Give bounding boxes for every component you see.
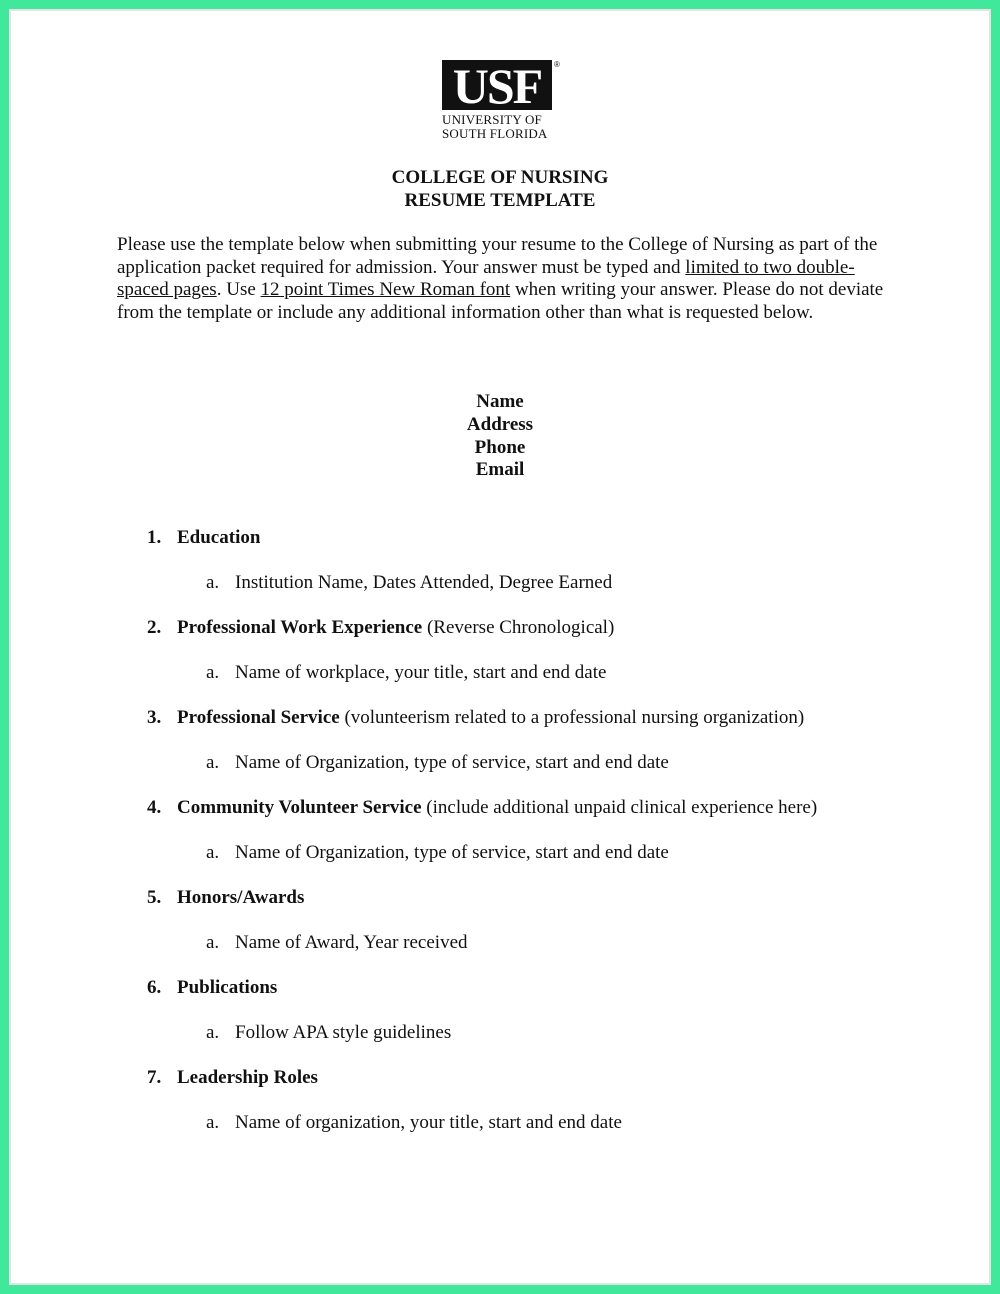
contact-phone: Phone bbox=[474, 436, 526, 458]
item-text: Name of Award, Year received bbox=[235, 932, 468, 953]
logo-subtitle bbox=[442, 113, 562, 141]
section-community-service bbox=[147, 797, 817, 819]
section-number: 6. bbox=[147, 977, 162, 998]
contact-email: Email bbox=[475, 459, 525, 481]
logo-trademark: ® bbox=[554, 60, 560, 69]
section-community-service-item bbox=[206, 842, 669, 864]
section-title: Publications bbox=[177, 977, 278, 998]
section-title: Professional Work Experience bbox=[177, 617, 423, 638]
section-number: 2. bbox=[147, 617, 162, 638]
item-letter: a. bbox=[206, 752, 220, 773]
logo-mark-text: USF bbox=[452, 60, 542, 110]
section-honors-awards bbox=[147, 887, 304, 909]
usf-logo bbox=[442, 60, 562, 141]
logo-mark bbox=[442, 60, 552, 110]
item-letter: a. bbox=[206, 1022, 220, 1043]
section-leadership-roles-item bbox=[206, 1112, 622, 1134]
section-note: (Reverse Chronological) bbox=[422, 617, 615, 638]
section-leadership-roles bbox=[147, 1067, 318, 1089]
section-number: 3. bbox=[147, 707, 162, 728]
item-text: Institution Name, Dates Attended, Degree Earned bbox=[235, 572, 613, 593]
item-text: Name of Organization, type of service, start and end date bbox=[235, 842, 669, 863]
contact-address: Address bbox=[466, 413, 534, 435]
item-letter: a. bbox=[206, 932, 220, 953]
section-title: Education bbox=[177, 527, 261, 548]
logo-line-1: UNIVERSITY OF bbox=[442, 112, 542, 127]
section-title: Honors/Awards bbox=[177, 887, 305, 908]
contact-name: Name bbox=[476, 391, 524, 412]
section-education-item bbox=[206, 572, 612, 594]
item-text: Name of organization, your title, start and end date bbox=[235, 1112, 622, 1133]
intro-text-1: Please use the template below when submitting your resume to the College of Nursing as part of the application packet required for admission. Your answer must be typed and bbox=[117, 234, 878, 278]
section-number: 1. bbox=[147, 527, 162, 548]
section-work-experience-item bbox=[206, 662, 606, 684]
intro-text-3: when writing your answer. Please do not deviate from the template or include any additional information other than what is requested below. bbox=[117, 279, 884, 323]
intro-underline-font: 12 point Times New Roman font bbox=[260, 279, 511, 301]
item-letter: a. bbox=[206, 572, 220, 593]
section-number: 5. bbox=[147, 887, 162, 908]
college-title: COLLEGE OF NURSING bbox=[391, 167, 609, 188]
item-letter: a. bbox=[206, 1112, 220, 1133]
section-publications bbox=[147, 977, 277, 999]
item-text: Follow APA style guidelines bbox=[235, 1022, 452, 1043]
section-title: Community Volunteer Service bbox=[177, 797, 422, 818]
intro-underline-pages: limited to two double-spaced pages bbox=[117, 256, 855, 301]
item-text: Name of workplace, your title, start and end date bbox=[235, 662, 607, 683]
section-title: Professional Service bbox=[177, 707, 340, 728]
template-title: RESUME TEMPLATE bbox=[404, 190, 596, 211]
section-work-experience bbox=[147, 617, 614, 639]
item-letter: a. bbox=[206, 842, 220, 863]
section-professional-service bbox=[147, 707, 804, 729]
section-education bbox=[147, 527, 260, 549]
section-professional-service-item bbox=[206, 752, 669, 774]
section-publications-item bbox=[206, 1022, 451, 1044]
intro-paragraph bbox=[117, 234, 887, 324]
contact-block bbox=[0, 391, 1000, 482]
section-note: (volunteerism related to a professional nursing organization) bbox=[339, 707, 805, 728]
intro-text-2: . Use bbox=[216, 279, 261, 301]
section-note: (include additional unpaid clinical experience here) bbox=[421, 797, 818, 818]
section-number: 7. bbox=[147, 1067, 162, 1088]
section-title: Leadership Roles bbox=[177, 1067, 318, 1088]
section-number: 4. bbox=[147, 797, 162, 818]
item-text: Name of Organization, type of service, start and end date bbox=[235, 752, 669, 773]
section-honors-awards-item bbox=[206, 932, 468, 954]
logo-line-2: SOUTH FLORIDA bbox=[442, 126, 548, 141]
item-letter: a. bbox=[206, 662, 220, 683]
